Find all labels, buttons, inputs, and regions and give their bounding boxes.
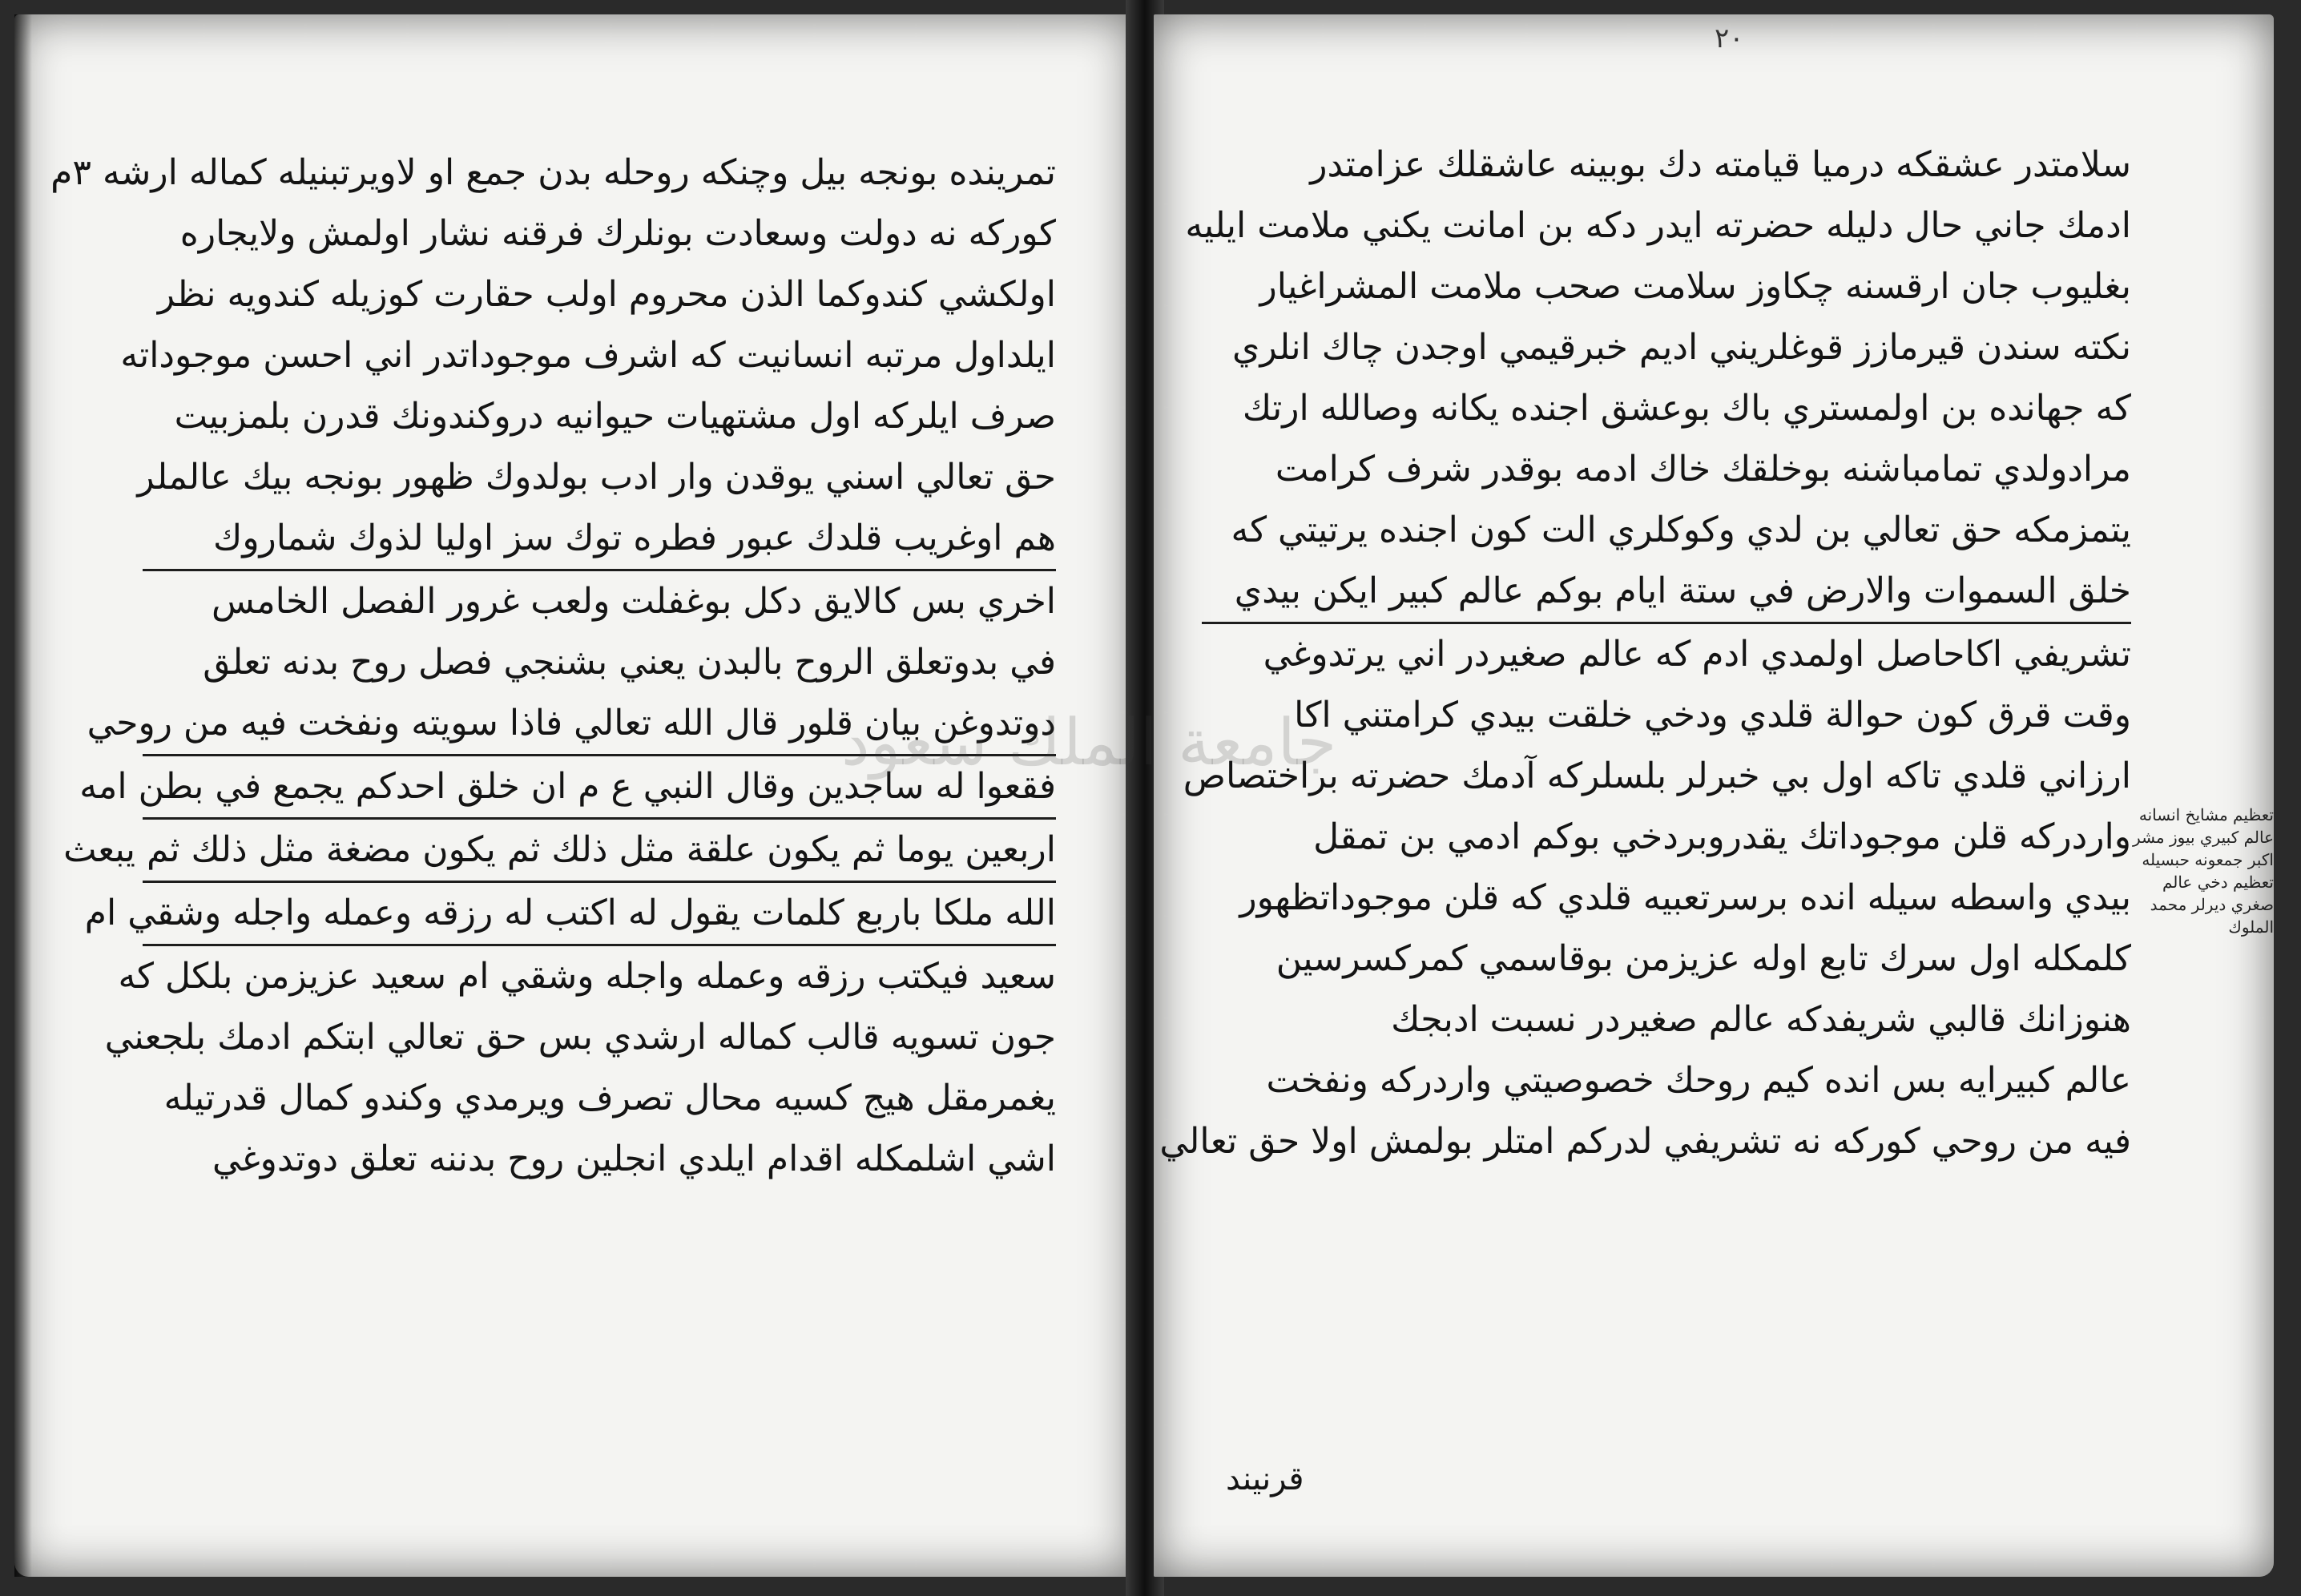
manuscript-line: خلق السموات والارض في ستة ايام بوكم عالم كبير ايكن بيدي bbox=[1202, 561, 2131, 624]
manuscript-line: يغمرمقل هيج كسيه محال تصرف ويرمدي وكندو كمال قدرتيله bbox=[163, 1078, 1056, 1118]
right-page-text bbox=[1159, 135, 2131, 1172]
left-page-text bbox=[50, 143, 1056, 1190]
manuscript-line: سعيد فيكتب رزقه وعمله واجله وشقي ام سعيد عزيزمن بلكل كه bbox=[118, 956, 1056, 997]
manuscript-line: هم اوغريب قلدك عبور فطره توك سز اوليا لذوك شماروك bbox=[143, 508, 1056, 571]
manuscript-line: نكته سندن قيرمازز قوغلريني اديم خبرقيمي اوجدن چاك انلري bbox=[1232, 327, 2131, 368]
manuscript-line: يتمزمكه حق تعالي بن لدي وكوكلري الت كون اجنده يرتيتي كه bbox=[1231, 510, 2131, 550]
manuscript-line: فيه من روحي كوركه نه تشريفي لدركم امتلر بولمش اولا حق تعالي bbox=[1159, 1121, 2131, 1162]
manuscript-line: في بدوتعلق الروح بالبدن يعني بشنجي فصل روح بدنه تعلق bbox=[203, 642, 1056, 683]
manuscript-line: اولكشي كندوكما الذن محروم اولب حقارت كوزيله كندويه نظر bbox=[157, 274, 1056, 315]
manuscript-line: كلمكله اول سرك تابع اوله عزيزمن بوقاسمي كمركسرسين bbox=[1275, 938, 2131, 979]
manuscript-line: وقت قرق كون حوالة قلدي ودخي خلقت بيدي كرامتني اكا bbox=[1294, 695, 2131, 736]
manuscript-line: فقعوا له ساجدين وقال النبي ع م ان خلق احدكم يجمع في بطن امه bbox=[143, 756, 1056, 820]
manuscript-line: اخري بس كالايق دكل بوغفلت ولعب غرور الفصل الخامس bbox=[212, 581, 1056, 622]
manuscript-line: كه جهانده بن اولمستري باك بوعشق اجنده يكانه وصالله ارتك bbox=[1242, 388, 2131, 429]
manuscript-line: سلامتدر عشقكه درميا قيامته دك بوبينه عاشقلك عزامتدر bbox=[1310, 144, 2131, 185]
right-page bbox=[1154, 14, 2274, 1577]
manuscript-line: تمرينده بونجه بيل وچنكه روحله بدن جمع او لاويرتبنيله كماله ارشه ٣م bbox=[50, 152, 1056, 193]
manuscript-line: دوتدوغن بيان قلور قال الله تعالي فاذا سويته ونفخت فيه من روحي bbox=[143, 693, 1056, 756]
manuscript-line: هنوزانك قالبي شريفدكه عالم صغيردر نسبت ادبجك bbox=[1391, 999, 2131, 1040]
manuscript-line: حق تعالي اسني يوقدن وار ادب بولدوك ظهور بونجه بيك عالملر bbox=[137, 457, 1056, 498]
folio-number: ٢٠ bbox=[1715, 22, 1744, 54]
right-catchword: قرنيند bbox=[1226, 1461, 1304, 1497]
manuscript-line: واردركه قلن موجوداتك يقدروبردخي بوكم ادمي بن تمقل bbox=[1313, 816, 2131, 857]
manuscript-line: كوركه نه دولت وسعادت بونلرك فرقنه نشار اولمش ولايجاره bbox=[179, 213, 1056, 254]
manuscript-line: بيدي واسطه سيله انده برسرتعبيه قلدي كه قلن موجوداتظهور bbox=[1239, 877, 2131, 918]
left-edge-shadow bbox=[14, 14, 32, 1577]
manuscript-line: صرف ايلركه اول مشتهيات حيوانيه دروكندونك قدرن بلمزبيت bbox=[174, 396, 1056, 437]
manuscript-line: ادمك جاني حال دليله حضرته ايدر دكه بن امانت يكني ملامت ايليه bbox=[1185, 205, 2131, 246]
left-page bbox=[14, 14, 1134, 1577]
manuscript-line: الله ملكا باربع كلمات يقول له اكتب له رزقه وعمله واجله وشقي ام bbox=[143, 883, 1056, 946]
manuscript-line: بغليوب جان ارقسنه چكاوز سلامت صحب ملامت المشراغيار bbox=[1259, 266, 2131, 307]
manuscript-line: ارزاني قلدي تاكه اول بي خبرلر بلسلركه آدمك حضرته براختصاص bbox=[1183, 756, 2131, 796]
manuscript-line: تشريفي اكاحاصل اولمدي ادم كه عالم صغيردر اني يرتدوغي bbox=[1263, 634, 2131, 675]
manuscript-line: ايلداول مرتبه انسانيت كه اشرف موجوداتدر اني احسن موجوداته bbox=[120, 335, 1056, 376]
margin-note: تعظيم مشايخ انسانه عالم كبيري بيوز مشر اكبر جمعونه حبسيله تعظيم دخي عالم صغري ديرلر محمد الملوك bbox=[2133, 805, 2274, 937]
library-watermark: جامعة الملك سعود bbox=[841, 705, 1337, 780]
manuscript-line: اشي اشلمكله اقدام ايلدي انجلين روح بدننه تعلق دوتدوغي bbox=[212, 1139, 1056, 1179]
manuscript-line: مرادولدي تمامباشنه بوخلقك خاك ادمه بوقدر شرف كرامت bbox=[1275, 449, 2131, 490]
manuscript-line: جون تسويه قالب كماله ارشدي بس حق تعالي ابتكم ادمك بلجعني bbox=[104, 1017, 1056, 1058]
manuscript-line: عالم كبيرايه بس انده كيم روحك خصوصيتي واردركه ونفخت bbox=[1266, 1060, 2131, 1101]
manuscript-line: اربعين يوما ثم يكون علقة مثل ذلك ثم يكون مضغة مثل ذلك ثم يبعث bbox=[143, 820, 1056, 883]
